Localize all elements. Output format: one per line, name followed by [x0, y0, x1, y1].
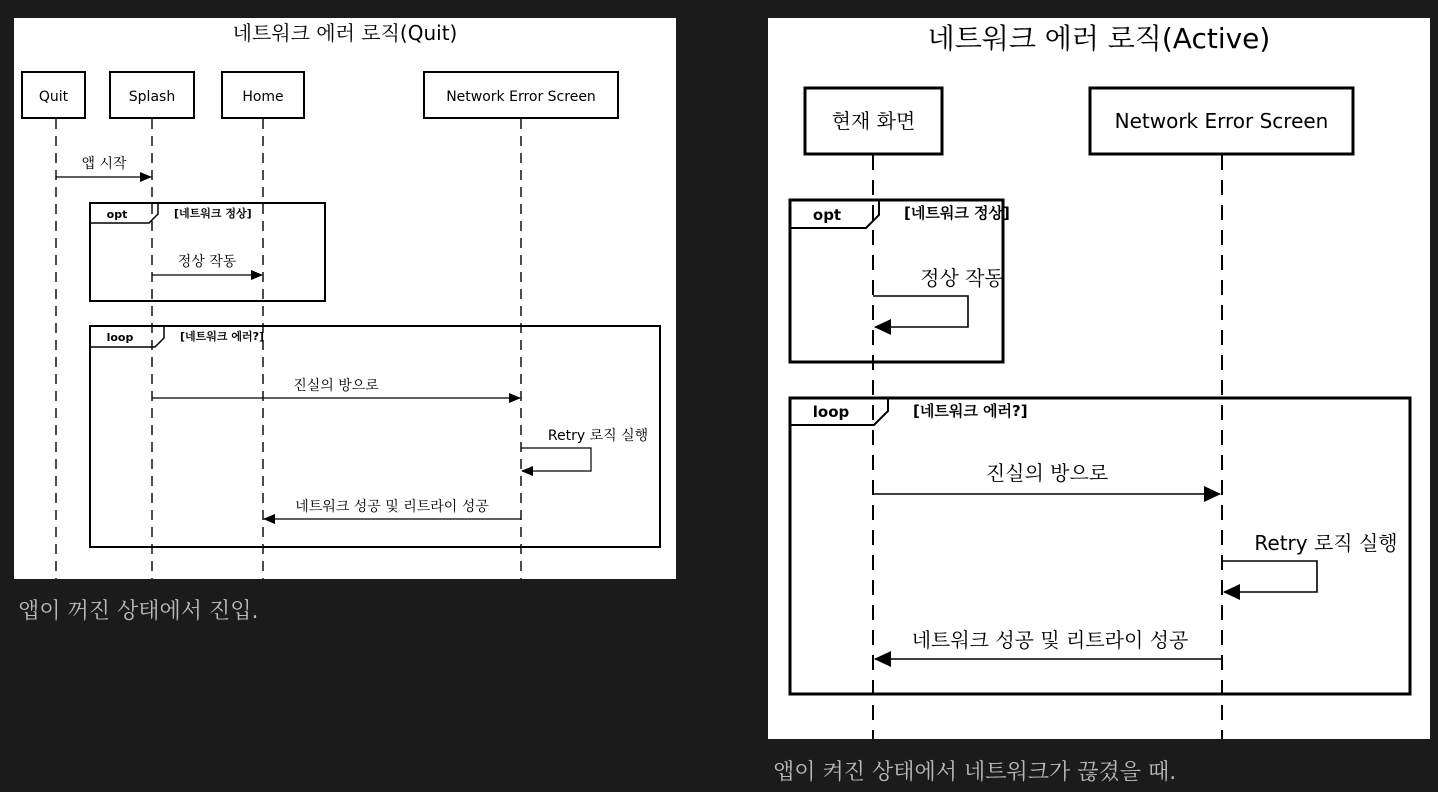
participant-home: [222, 72, 304, 118]
svg-text:Splash: Splash: [128, 89, 176, 105]
participant-network-error: [1090, 88, 1353, 154]
active-sequence-diagram: [768, 18, 1430, 739]
svg-text:네트워크 성공 및 리트라이 성공: 네트워크 성공 및 리트라이 성공: [911, 628, 1189, 652]
opt-guard: [네트워크 정상]: [174, 207, 252, 220]
svg-text:Network Error Screen: Network Error Screen: [446, 89, 596, 105]
message-retry: [1222, 531, 1398, 592]
opt-guard: [네트워크 정상]: [904, 204, 1010, 222]
svg-text:앱 시작: 앱 시작: [81, 156, 127, 172]
message-normal-op: [152, 253, 262, 275]
message-app-start: [56, 155, 151, 177]
loop-label: loop: [106, 331, 134, 344]
svg-text:진실의 방으로: 진실의 방으로: [293, 378, 379, 394]
message-to-truth: [873, 461, 1220, 494]
caption-quit: 앱이 꺼진 상태에서 진입.: [18, 599, 259, 624]
message-retry: [521, 427, 648, 471]
quit-sequence-diagram: [14, 18, 676, 579]
svg-text:Retry 로직 실행: Retry 로직 실행: [547, 428, 649, 444]
diagram-title: 네트워크 에러 로직(Active): [927, 22, 1271, 55]
diagram-title: 네트워크 에러 로직(Quit): [232, 21, 458, 45]
opt-label: opt: [812, 206, 842, 224]
svg-text:진실의 방으로: 진실의 방으로: [985, 461, 1109, 485]
participant-quit: [22, 72, 85, 118]
active-diagram-panel: [768, 18, 1430, 739]
svg-text:Home: Home: [242, 89, 284, 105]
svg-text:정상 작동: 정상 작동: [920, 266, 1004, 290]
caption-active: 앱이 켜진 상태에서 네트워크가 끊겼을 때.: [773, 760, 1177, 785]
participant-current-screen: [805, 88, 942, 154]
svg-text:Quit: Quit: [38, 89, 69, 105]
opt-fragment: [90, 203, 325, 301]
message-to-truth: [152, 377, 520, 398]
svg-text:현재 화면: 현재 화면: [831, 109, 916, 133]
loop-guard: [네트워크 에러?]: [180, 330, 265, 343]
opt-label: opt: [106, 208, 128, 221]
participant-splash: [110, 72, 194, 118]
svg-text:Retry 로직 실행: Retry 로직 실행: [1254, 531, 1398, 555]
message-success: [875, 628, 1222, 659]
participant-network-error: [424, 72, 618, 118]
quit-diagram-panel: [14, 18, 676, 579]
svg-text:정상 작동: 정상 작동: [177, 254, 237, 270]
message-success: [264, 498, 521, 519]
svg-text:네트워크 성공 및 리트라이 성공: 네트워크 성공 및 리트라이 성공: [295, 499, 489, 515]
loop-label: loop: [812, 403, 850, 421]
svg-text:Network Error Screen: Network Error Screen: [1114, 109, 1329, 133]
message-normal-op: [873, 266, 1004, 327]
loop-guard: [네트워크 에러?]: [913, 402, 1028, 420]
